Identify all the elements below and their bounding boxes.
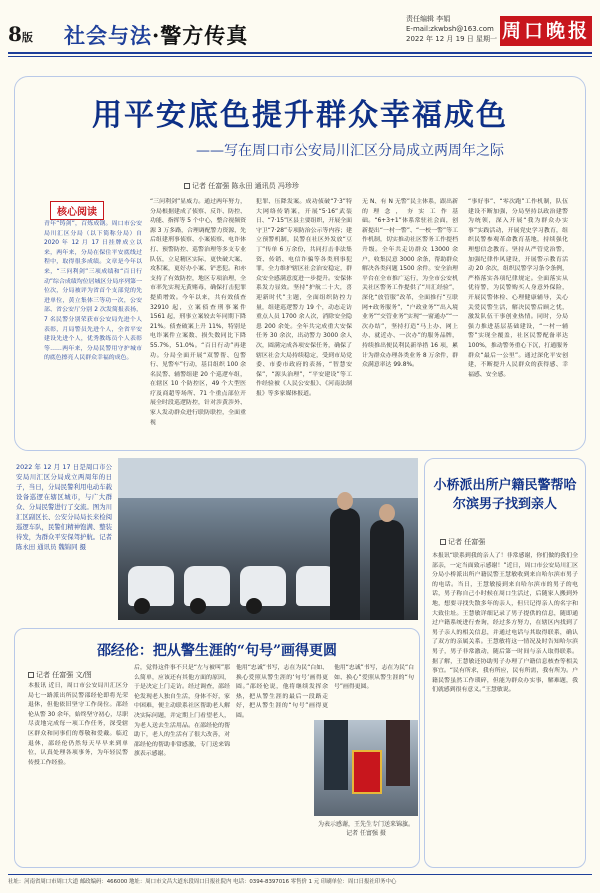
lead-summary: 青年“铸剑”，百炼成钢。周口市公安局川汇区分局（以下简称分局）自 2020 年 12 月 17 日挂牌成立以来，两年来，分局在保住平安底线过程中，取得很多成绩。文章是今年以来，“三问利剑”三项成绩和“百日行动”综合成绩均位居城区分局序列第一位次，分局被评为省首个支部党的先进单位，黄立集体三等功一次，公安部、省公安厅分别 2 次发简报表扬，7 名民警分别荣获市公安局先进个人表彰，月局警员先进个人，全省平安建设先进个人，优秀教练员个人表彰等……两年来，分局民警用守护城市的底色擦亮人民群众幸福的成色。 [44, 221, 142, 362]
byline-box-icon [28, 672, 34, 678]
banner-photo-caption: 为表示感谢，王先生专门送来锦旗。记者 任富强 摄 [318, 821, 415, 837]
right-story-body: 本报讯“联系到我的亲人了！非常感谢，你们做的我们全部亲，一定当面致示感谢！”近日，周口市公安局川汇区分局小桥派出所户籍民警王慧敏收到来自哈尔滨市男子的电话。当日，王慧敏接到来自哈尔滨市的男子的电话，男子称自己小时候在周口生活过，后随家人搬到外地，想要寻找失散多年的亲人，但只记得亲人的名字和大致住址。王慧敏详细记录了男子提供的信息，随即通过户籍系统进行查询，经过多方努力，在辖区内找到了男子亲人的相关信息，并通过电话与其取得联系，确认了双方的亲属关系。王慧敏将这一情况及时告知哈尔滨男子，男子非常激动，随后第一时间与亲人取得联系。据了解，王慧敏还协助男子办理了户籍信息核查等相关事宜。“民有所求，我有所应，民有所需，我有所为。户籍民警虽然工作琐碎，但能为群众办实事，解难题，我们就感到很有意义。”王慧敏说。 [432, 553, 578, 694]
photo-building [118, 458, 418, 498]
footer-rule [8, 874, 592, 875]
officer-head [337, 492, 353, 510]
lead-column-4: 无 N、有 N 无警”民主体系，跟出新的理念，夯实工作基础。“6+3+1”体系常驻社会面，创新提出“一村一警”、“一校一警”等工作机制，切实推动社区警务工作提档升级。全年共走访群众 13000 余户，收集民意 3000 余条，帮助群众解决各类问题 1500 余件。安全治理平台在全市推广运行，为全市公安机关社区警务工作提供了“川汇经验”，深化“放管服”改革，全面推行“互联网+政务服务”，“户政业务”“出入境业务”“交管业务”实现“一窗通办”“一次办结”，坚持打造“马上办、网上办、就近办、一次办”的服务品牌，持续推出便民利民新举措 16 项，累计为群众办理各类业务 8 万余件，群众满意率达 99.8%。 [362, 199, 458, 369]
editor-info: 责任编辑 李娟 E-mail:zkwbsh@163.com 2022 年 12 月 19 日 星期一 [406, 15, 497, 43]
wheel-shape [134, 598, 150, 614]
lead-column-5: “事好事”、“零次跑”工作机制，队伍建设不断加强，分局坚持以政治建警为统领，深入开展“我为群众办实事”实践活动，开展党史学习教育，组织民警参观革命教育基地，持续强化理想信念教育。坚持从严管党治警，加强纪律作风建设，开展警示教育活动 20 余次，组织民警学习条令条例，严格落实各项纪律规定。全面落实从优待警，为民警购买人身意外保险，开展民警体检、心理健康辅导，关心关爱民警生活，解决民警后顾之忧，激发队伍干事创业热情。同时，分局强力推进基层基础建设，“一村一辅警”实现全覆盖，社区民警配备率达 100%，推动警务重心下沉，打通服务群众“最后一公里”。通过深化平安创建，不断提升人民群众的获得感、幸福感、安全感。 [468, 199, 568, 378]
newspaper-logo: 周口晚报 [500, 16, 592, 46]
bottom-story-column-3: 他用“忠诚”书写，志在为民“白如、换心爱照从警生涯的‘句号’画得更圆。”邵经伦说，他将继续发挥余热，把从警生涯的最后一段路走好，把从警生涯的“句号”画得更圆。 [236, 665, 328, 719]
bottom-story-column-4: 他用“忠诚”书写，志在为民“白如、换心”爱照从警生涯的“句号”画得更圆。 [334, 665, 414, 691]
footer-info: 社址：河南省周口市周口大道 邮政编码：466000 地址：周口市文昌大道东段周口日报社院内 电话：0394-8397016 零售价 1 元 印刷单位：周口日报社印务中心 [8, 879, 397, 885]
bottom-story-byline: 记者 任富强 文/图 [28, 670, 92, 680]
right-story-byline: 记者 任富强 [440, 537, 485, 547]
bottom-story-column-1: 本报讯 近日，周口市公安局川汇区分局七一路派出所民警邵经伦即将光荣退休，但他依旧坚守工作岗位。邵经伦从警 30 余年，始终坚守初心，尽职尽责地完成每一项工作任务，深受辖区群众和同事们的尊敬和爱戴。临近退休，邵经伦仍然每天早早来到单位，认真处理各项事务，为年轻民警传授工作经验。 [28, 683, 128, 766]
person-figure [386, 720, 410, 786]
wheel-shape [190, 598, 206, 614]
byline-box-icon [440, 539, 446, 545]
officer-figure [370, 520, 404, 620]
officer-head [379, 504, 395, 522]
lead-subhead: ——写在周口市公安局川汇区分局成立两周年之际 [196, 143, 504, 159]
bottom-story-column-2: 后，觉得这件事不只是“左与被叫”那么简单，应该还有其他方面的原因，于是决定上门走访。经过调查，邵经伦发现老人独自生活，身体不好，家中困难，便主动联系社区帮助老人解决实际问题，并定期上门看望老人，为老人送去生活用品。在邵经伦的帮助下，老人的生活有了很大改善，对邵经伦的帮助非常感激，专门送来锦旗表示感谢。 [134, 665, 230, 758]
lead-column-2: “三问利剑”显威力。通过两年努力，分局根据建成了侦察、反诈、防控、功能、指挥等 5 个中心，整合视频资源 3 万多路，合理调配警力资源，先后组建刑事侦察、小案侦察、电诈体打、预警防控、巡警治理等多支专业队伍，立足精区实际，更快破大案、攻积案，更好办小案、铲恶犯。和亦支持了有效防控，地区专项治理，全市率先实现无黄赌毒，确保打击犯罪提质增效。今年以来，共有效侦查 32910 起，立案侦查刑事案件 1561 起，刑事立案较去年同期下降 21%。侦查破案上升 11%，特别是电诈案件立案数、损失数同比下降 55.7%，51.0%。“百日行动”再建功。分局全面开展“双警帮、包警行、见警车”行动，基目组织 100 余名民警、辅警组建 20 个巡逻车组，在辖区 10 个防控区，49 个大型医疗及商超等场所、71 个重点部位开展全时段巡逻防控，针对涉黄涉外、家人发动群众进行联防联控，全面重视 [150, 199, 246, 426]
summary-label: 核心阅读 [50, 201, 104, 220]
masthead-rule [8, 52, 592, 54]
section-title: 社会与法·警方传真 [64, 23, 249, 48]
police-scooter-photo [118, 458, 418, 620]
officer-figure [330, 508, 360, 620]
banner-presentation-photo [314, 720, 418, 816]
lead-byline: 记者 任富强 陈永田 通讯员 冯珍珍 [184, 181, 299, 191]
person-figure [324, 720, 348, 790]
photo-caption: 2022 年 12 月 17 日是周口市公安局川汇区分局成立两周年的日子，当日，分局民警利用电动车载设备巡逻在辖区城市，与广大群众、分局民警进行了交流。图为川汇区副区长、公安分局局长来检阅巡逻车队，民警们精神饱满、整装待发，为群众平安保驾护航。记者 陈永田 通讯员 魏锦同 摄 [16, 463, 112, 551]
right-story-headline: 小桥派出所户籍民警帮哈尔滨男子找到亲人 [433, 478, 577, 512]
wheel-shape [246, 598, 262, 614]
masthead [8, 14, 592, 64]
page-number: 8版 [8, 22, 33, 46]
bottom-story-headline: 邵经伦：把从警生涯的“句号”画得更圆 [96, 643, 338, 659]
lead-column-3: 犯罪、压降发案。成功侦破“7·3”特大网络传销案，开展“5·16”武装日、“7·15”区县主要组织，开展全面守卫“7·28”专项防治公示等内容；建立预警机制，民警在社区外发放“豆丁”传单 6 万余份，共同打击非法集资、传销、电信诈骗等各类刑事犯罪，全力维护辖区社会治安稳定，群众安全感满意度进一步提升。安保体系发力显效。坚持“护航二十大，喜迎新时代”主题，全面组织防控力量，组建巡逻警力 19 个，动态走访重点人员 1700 余人次，消除安全隐患 200 余处。全年共完成重大安保任务 30 余次，出动警力 3000 余人次，圆满完成各项安保任务，确保了辖区社会大局持续稳定，受到市局党委、市委市政府的表扬，“智慧安保”，“源头治理”，“平安建设”等工作经验被《人民公安报》、《河南法制报》等多家媒体报道。 [256, 199, 352, 397]
byline-box-icon [184, 183, 190, 189]
lead-headline: 用平安底色提升群众幸福成色 [92, 98, 508, 133]
silk-banner-shape [352, 750, 382, 794]
masthead-rule-thin [8, 56, 592, 57]
